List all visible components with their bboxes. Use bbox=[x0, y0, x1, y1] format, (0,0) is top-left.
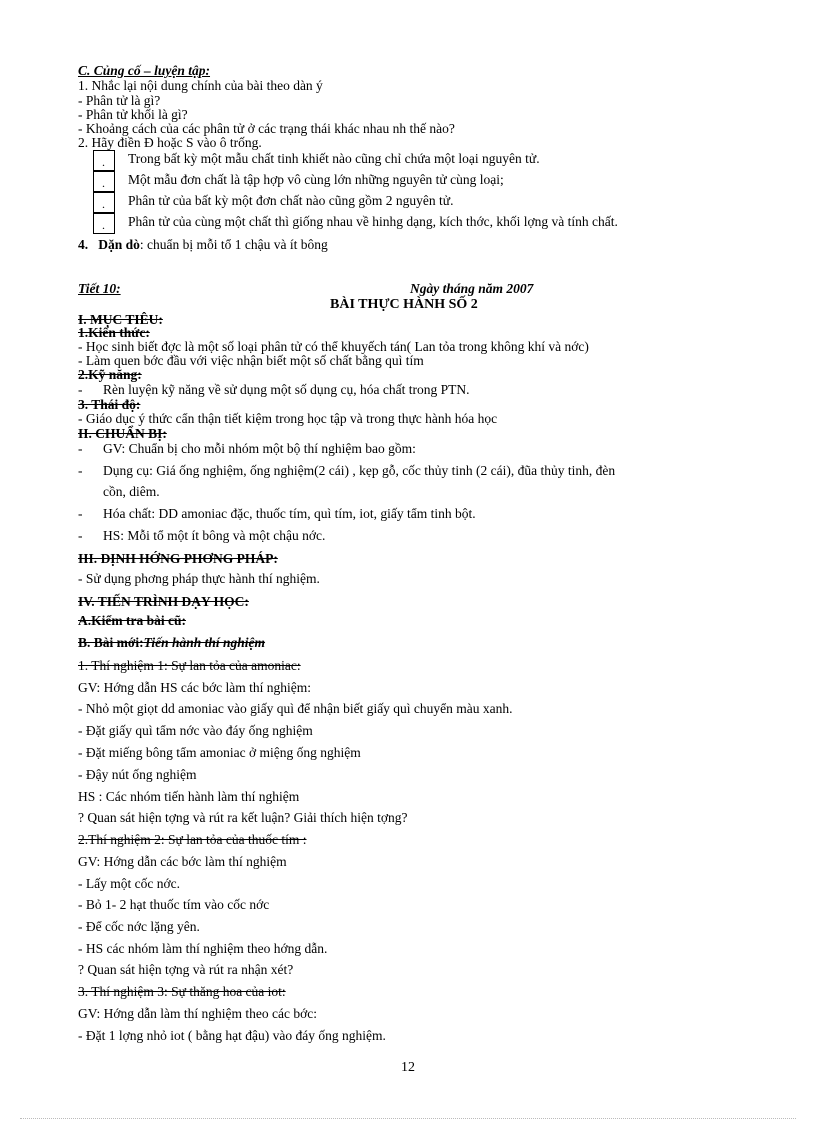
statement-4: Phân tử của cùng một chất thì giống nhau về hinhg dạng, kích thớc, khối lợng và tính chất. bbox=[128, 214, 618, 229]
statement-1: Trong bất kỳ một mẫu chất tinh khiết nào cũng chỉ chứa một loại nguyên tử. bbox=[128, 151, 540, 166]
experiment-1-heading: 1. Thí nghiệm 1: Sự lan tỏa của amoniac: bbox=[78, 658, 301, 673]
homework-text: : chuẩn bị mỗi tổ 1 chậu và ít bông bbox=[139, 237, 328, 252]
objectives-heading: I. MỤC TIÊU: bbox=[78, 312, 163, 327]
experiment-1-line-2: - Nhỏ một giọt dd amoniac vào giấy quì để nhận biết giấy quì chuyển màu xanh. bbox=[78, 701, 513, 716]
review-heading: A.Kiểm tra bài cũ: bbox=[78, 613, 186, 628]
new-lesson-heading bbox=[78, 634, 265, 651]
new-lesson-title: Tiến hành thí nghiệm bbox=[143, 635, 266, 650]
section-c-line-3: - Phân tử khối là gì? bbox=[78, 107, 188, 122]
page-bottom-divider bbox=[20, 1118, 796, 1119]
preparation-line-3: Hóa chất: DD amoniac đặc, thuốc tím, quì tím, iot, giấy tẩm tinh bột. bbox=[103, 506, 476, 521]
answer-box-3[interactable] bbox=[93, 192, 115, 213]
preparation-line-4: HS: Mỗi tổ một ít bông và một chậu nớc. bbox=[103, 528, 326, 543]
knowledge-line-2: - Làm quen bớc đầu với việc nhận biết một số chất bằng quì tím bbox=[78, 353, 424, 368]
lesson-period: Tiết 10: bbox=[78, 281, 121, 296]
experiment-1-line-1: GV: Hớng dẫn HS các bớc làm thí nghiệm: bbox=[78, 680, 311, 695]
preparation-dash-3: - bbox=[78, 506, 83, 521]
lesson-date: Ngày tháng năm 2007 bbox=[410, 281, 534, 296]
answer-box-mark: . bbox=[102, 197, 105, 211]
preparation-line-1: GV: Chuẩn bị cho mỗi nhóm một bộ thí nghiệm bao gồm: bbox=[103, 441, 416, 456]
experiment-1-line-5: - Đậy nút ống nghiệm bbox=[78, 767, 197, 782]
preparation-dash-4: - bbox=[78, 528, 83, 543]
homework-line bbox=[78, 236, 328, 253]
section-c-line-5: 2. Hãy điền Đ hoặc S vào ô trống. bbox=[78, 135, 262, 150]
experiment-3-heading: 3. Thí nghiệm 3: Sự thăng hoa của iot: bbox=[78, 984, 286, 999]
answer-box-2[interactable] bbox=[93, 171, 115, 192]
answer-box-mark: . bbox=[102, 218, 105, 232]
knowledge-line-1: - Học sinh biết đợc là một số loại phân tử có thể khuyếch tán( Lan tỏa trong không khí và nớc) bbox=[78, 339, 589, 354]
experiment-1-line-3: - Đặt giấy quì tẩm nớc vào đáy ống nghiệm bbox=[78, 723, 313, 738]
experiment-3-line-2: - Đặt 1 lợng nhỏ iot ( bằng hạt đậu) vào đáy ống nghiệm. bbox=[78, 1028, 386, 1043]
homework-label: Dặn dò bbox=[98, 237, 140, 252]
process-heading: IV. TIẾN TRÌNH DẠY HỌC: bbox=[78, 594, 249, 609]
preparation-heading: II. CHUẨN BỊ: bbox=[78, 426, 167, 441]
answer-box-mark: . bbox=[102, 176, 105, 190]
experiment-2-line-4: - Để cốc nớc lặng yên. bbox=[78, 919, 200, 934]
experiment-1-line-7: ? Quan sát hiện tợng và rút ra kết luận? Giải thích hiện tợng? bbox=[78, 810, 408, 825]
section-c-line-4: - Khoảng cách của các phân tử ở các trạng thái khác nhau nh thế nào? bbox=[78, 121, 455, 136]
statement-2: Một mẫu đơn chất là tập hợp vô cùng lớn những nguyên tử cùng loại; bbox=[128, 172, 504, 187]
page-number: 12 bbox=[401, 1060, 415, 1075]
homework-number: 4. bbox=[78, 237, 89, 252]
section-c-line-1: 1. Nhắc lại nội dung chính của bài theo dàn ý bbox=[78, 78, 323, 93]
experiment-3-line-1: GV: Hớng dẫn làm thí nghiệm theo các bớc: bbox=[78, 1006, 317, 1021]
experiment-2-line-6: ? Quan sát hiện tợng và rút ra nhận xét? bbox=[78, 962, 294, 977]
experiment-2-line-2: - Lấy một cốc nớc. bbox=[78, 876, 180, 891]
experiment-1-line-6: HS : Các nhóm tiến hành làm thí nghiệm bbox=[78, 789, 300, 804]
answer-box-mark: . bbox=[102, 155, 105, 169]
preparation-line-2b: cồn, diêm. bbox=[103, 484, 160, 499]
skills-line-1: Rèn luyện kỹ năng về sử dụng một số dụng cụ, hóa chất trong PTN. bbox=[103, 382, 470, 397]
skills-dash: - bbox=[78, 382, 83, 397]
preparation-dash-1: - bbox=[78, 441, 83, 456]
method-heading: III. ĐỊNH HỚNG PHƠNG PHÁP: bbox=[78, 551, 278, 566]
experiment-1-line-4: - Đặt miếng bông tẩm amoniac ở miệng ống nghiệm bbox=[78, 745, 361, 760]
attitude-line-1: - Giáo dục ý thức cẩn thận tiết kiệm trong học tập và trong thực hành hóa học bbox=[78, 411, 498, 426]
experiment-2-heading: 2.Thí nghiệm 2: Sự lan tỏa của thuốc tím : bbox=[78, 832, 307, 847]
attitude-heading: 3. Thái độ: bbox=[78, 397, 141, 412]
experiment-2-line-5: - HS các nhóm làm thí nghiệm theo hớng dẫn. bbox=[78, 941, 328, 956]
experiment-2-line-3: - Bỏ 1- 2 hạt thuốc tím vào cốc nớc bbox=[78, 897, 270, 912]
section-c-line-2: - Phân tử là gì? bbox=[78, 93, 161, 108]
section-c-heading: C. Củng cố – luyện tập: bbox=[78, 63, 211, 78]
answer-box-1[interactable] bbox=[93, 150, 115, 171]
statement-3: Phân tử của bất kỳ một đơn chất nào cũng gồm 2 nguyên tử. bbox=[128, 193, 454, 208]
method-line-1: - Sử dụng phơng pháp thực hành thí nghiệm. bbox=[78, 571, 320, 586]
knowledge-heading: 1.Kiến thức: bbox=[78, 325, 150, 340]
new-lesson-prefix: B. Bài mới: bbox=[78, 635, 144, 650]
preparation-dash-2: - bbox=[78, 463, 83, 478]
answer-box-4[interactable] bbox=[93, 213, 115, 234]
lesson-title: BÀI THỰC HÀNH SỐ 2 bbox=[330, 297, 478, 312]
skills-heading: 2.Kỹ năng: bbox=[78, 367, 142, 382]
experiment-2-line-1: GV: Hớng dẫn các bớc làm thí nghiệm bbox=[78, 854, 287, 869]
preparation-line-2a: Dụng cụ: Giá ống nghiệm, ống nghiệm(2 cái) , kẹp gỗ, cốc thủy tinh (2 cái), đũa thủy tinh, đèn bbox=[103, 463, 616, 478]
